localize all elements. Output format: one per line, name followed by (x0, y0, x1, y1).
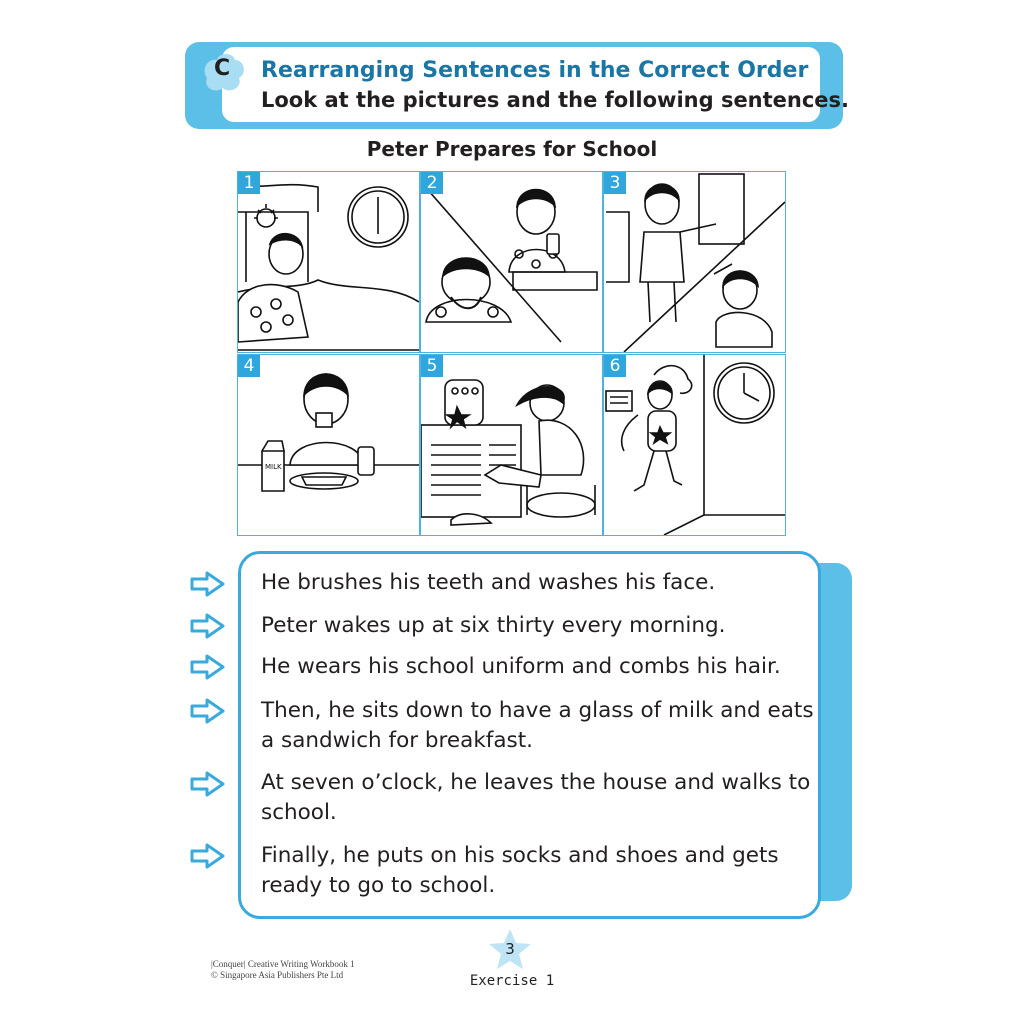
panel-number: 2 (421, 172, 443, 194)
book-credit: |Conquer| Creative Writing Workbook 1 (211, 959, 355, 969)
picture-grid (237, 171, 786, 536)
panel-number: 4 (238, 355, 260, 377)
waking-up-illustration (238, 172, 419, 352)
sentence-item: Then, he sits down to have a glass of milk and eats a sandwich for breakfast. (261, 698, 814, 753)
walking-to-school-illustration (604, 355, 785, 535)
picture-panel-6 (603, 354, 786, 536)
getting-dressed-illustration (604, 172, 785, 352)
picture-panel-3 (603, 171, 786, 353)
panel-number: 1 (238, 172, 260, 194)
sentence-item: Finally, he puts on his socks and shoes and gets ready to go to school. (261, 843, 779, 898)
story-title: Peter Prepares for School (366, 137, 658, 161)
panel-number: 5 (421, 355, 443, 377)
panel-number: 3 (604, 172, 626, 194)
sentence-item: He wears his school uniform and combs his hair. (261, 654, 781, 679)
page-number: 3 (505, 940, 515, 958)
publisher-credit: © Singapore Asia Publishers Pte Ltd (211, 970, 344, 980)
arrow-icon (189, 697, 227, 725)
arrow-icon (189, 570, 227, 598)
picture-panel-5 (420, 354, 603, 536)
sentence-item: At seven o’clock, he leaves the house and walks to school. (261, 770, 811, 825)
arrow-icon (189, 612, 227, 640)
sentence-item: Peter wakes up at six thirty every morning. (261, 613, 726, 638)
sentence-item: He brushes his teeth and washes his face. (261, 570, 716, 595)
picture-panel-4 (237, 354, 420, 536)
arrow-icon (189, 653, 227, 681)
picture-panel-2 (420, 171, 603, 353)
putting-on-shoes-illustration (421, 355, 602, 535)
picture-panel-1 (237, 171, 420, 353)
exercise-title: Rearranging Sentences in the Correct Order (261, 58, 809, 83)
breakfast-illustration (238, 355, 419, 535)
exercise-label: Exercise 1 (469, 973, 555, 989)
exercise-instruction: Look at the pictures and the following sentences. (261, 88, 850, 112)
arrow-icon (189, 842, 227, 870)
brushing-teeth-illustration (421, 172, 602, 352)
panel-number: 6 (604, 355, 626, 377)
arrow-icon (189, 770, 227, 798)
milk-carton-label: MILK (265, 463, 282, 471)
section-letter: C (214, 56, 231, 81)
